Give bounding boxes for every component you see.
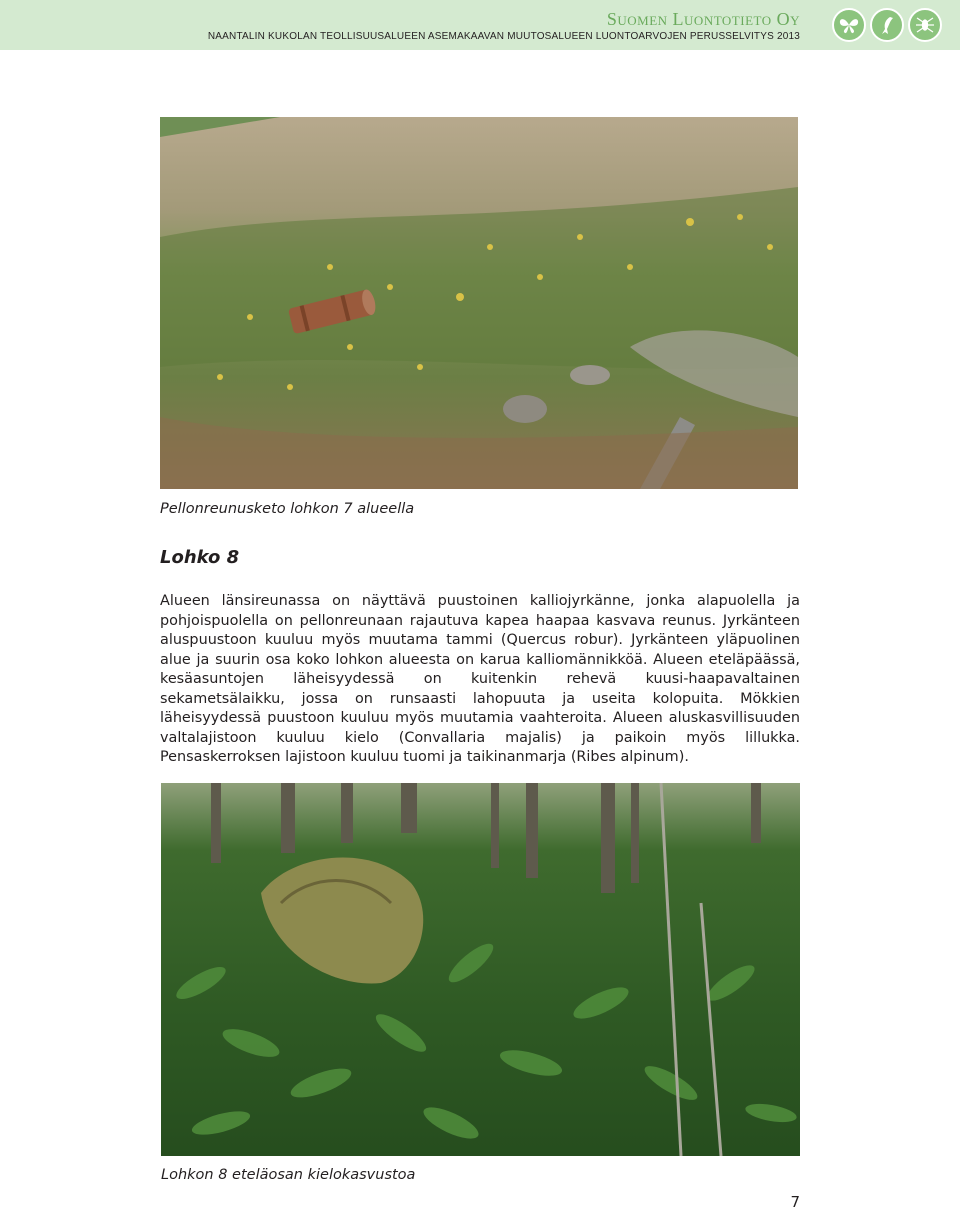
logo-group <box>832 8 942 42</box>
figure-caption: Lohkon 8 eteläosan kielokasvustoa <box>161 1167 416 1183</box>
section-heading: Lohko 8 <box>160 547 240 568</box>
figure-caption: Pellonreunusketo lohkon 7 alueella <box>160 501 415 517</box>
report-title: NAANTALIN KUKOLAN TEOLLISUUSALUEEN ASEMAKAAVAN MUUTOSALUEEN LUONTOARVOJEN PERUSSELVITYS 2013 <box>207 31 800 42</box>
section-paragraph: Alueen länsireunassa on näyttävä puustoinen kalliojyrkänne, jonka alapuolella ja pohjoispuolella on pellonreunaan rajautuva kapea haapaa kasvava reunus. Jyrkänteen aluspuustoon kuuluu myös muutama tammi (Quercus robur). Jyrkänteen yläpuolinen alue ja suurin osa koko lohkon alueesta on karua kalliomännikköä. Alueen eteläpäässä, kesäasuntojen läheisyydessä on kuitenkin rehevä kuusi-haapavaltainen sekametsälaikku, jossa on runsaasti lahopuuta ja useita kolopuita. Mökkien läheisyydessä puustoon kuuluu myös muutamia vaahteroita. Alueen aluskasvillisuuden valtalajistoon kuuluu kielo (Convallaria majalis) ja paikoin myös lillukka. Pensaskerroksen lajistoon kuuluu tuomi ja taikinanmarja (Ribes alpinum). <box>160 593 800 765</box>
page-number: 7 <box>790 1193 800 1211</box>
company-name: Suomen Luontotieto Oy <box>606 9 800 29</box>
butterfly-icon <box>832 8 866 42</box>
bird-icon <box>870 8 904 42</box>
header-band <box>0 0 960 50</box>
photo-lily-of-the-valley <box>161 783 800 1156</box>
insect-icon <box>908 8 942 42</box>
photo-field-edge-meadow <box>160 117 798 489</box>
